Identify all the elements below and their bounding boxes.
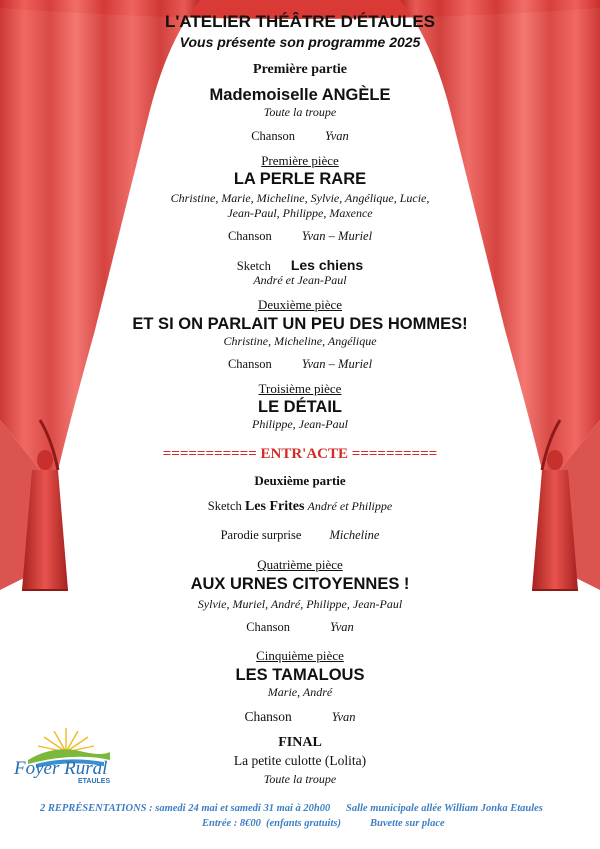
final-cast: Toute la troupe	[263, 772, 337, 786]
piece-4-label: Quatrième pièce	[257, 557, 343, 572]
chanson-label: Chanson	[246, 620, 290, 634]
footer-bar: Buvette sur place	[370, 818, 445, 829]
sketch-1-cast: André et Jean-Paul	[253, 273, 347, 287]
footer-price: Entrée : 8€00	[202, 818, 261, 829]
program-subtitle: Vous présente son programme 2025	[179, 34, 421, 50]
opening-cast: Toute la troupe	[263, 105, 337, 119]
part-two-heading: Deuxième partie	[254, 473, 346, 488]
piece-1-title: LA PERLE RARE	[233, 170, 367, 188]
chanson-2	[0, 229, 600, 244]
entracte-divider: =========== ENTR'ACTE ==========	[162, 446, 438, 462]
opening-title: Mademoiselle ANGÈLE	[209, 86, 391, 104]
chanson-performer: Yvan	[324, 129, 349, 143]
parodie-surprise	[0, 528, 600, 543]
sketch-2	[0, 499, 600, 515]
piece-1-cast-line-1: Christine, Marie, Micheline, Sylvie, Angélique, Lucie,	[170, 191, 430, 205]
sketch-label: Sketch	[236, 259, 271, 273]
piece-5-title: LES TAMALOUS	[235, 666, 365, 684]
sketch-cast: André et Philippe	[307, 499, 393, 513]
chanson-performer: Yvan – Muriel	[301, 229, 373, 243]
chanson-performer: Yvan – Muriel	[301, 357, 373, 371]
chanson-label: Chanson	[227, 229, 272, 243]
chanson-4	[0, 620, 600, 635]
footer-dates: 2 REPRÉSENTATIONS : samedi 24 mai et samedi 31 mai à 20h00	[40, 803, 331, 814]
piece-3-cast: Philippe, Jean-Paul	[252, 417, 348, 431]
footer-venue: Salle municipale allée William Jonka Etaules	[346, 803, 543, 814]
piece-1-label: Première pièce	[261, 153, 339, 168]
piece-3-title: LE DÉTAIL	[257, 398, 343, 416]
piece-4-title: AUX URNES CITOYENNES !	[190, 575, 410, 593]
logo-wordmark: Foyer Rural	[14, 758, 108, 779]
final-heading: FINAL	[278, 735, 322, 750]
piece-2-label: Deuxième pièce	[257, 297, 343, 312]
chanson-1	[0, 129, 600, 144]
chanson-label: Chanson	[244, 709, 292, 724]
piece-2-title: ET SI ON PARLAIT UN PEU DES HOMMES!	[132, 315, 468, 333]
chanson-performer: Yvan	[331, 710, 356, 724]
logo-place: ETAULES	[78, 778, 111, 785]
part-one-heading: Première partie	[253, 62, 347, 77]
sketch-1	[0, 257, 600, 274]
sketch-title: Les Frites	[244, 499, 305, 514]
piece-1-cast-line-2: Jean-Paul, Philippe, Maxence	[227, 206, 373, 220]
final-song: La petite culotte (Lolita)	[233, 753, 367, 768]
chanson-3	[0, 357, 600, 372]
piece-4-cast: Sylvie, Muriel, André, Philippe, Jean-Paul	[197, 597, 403, 611]
program-title: L'ATELIER THÉÂTRE D'ÉTAULES	[164, 12, 435, 31]
foyer-rural-logo	[14, 722, 124, 792]
parodie-performer: Micheline	[329, 528, 380, 542]
piece-3-label: Troisième pièce	[258, 381, 342, 396]
parodie-label: Parodie surprise	[220, 528, 302, 542]
piece-5-cast: Marie, André	[267, 685, 333, 699]
piece-5-label: Cinquième pièce	[256, 648, 344, 663]
chanson-label: Chanson	[251, 129, 295, 143]
sketch-label: Sketch	[207, 499, 242, 513]
chanson-label: Chanson	[227, 357, 272, 371]
chanson-performer: Yvan	[329, 620, 354, 634]
footer-kids-free: (enfants gratuits)	[266, 818, 341, 829]
piece-2-cast: Christine, Micheline, Angélique	[223, 334, 377, 348]
sketch-title: Les chiens	[290, 257, 364, 273]
